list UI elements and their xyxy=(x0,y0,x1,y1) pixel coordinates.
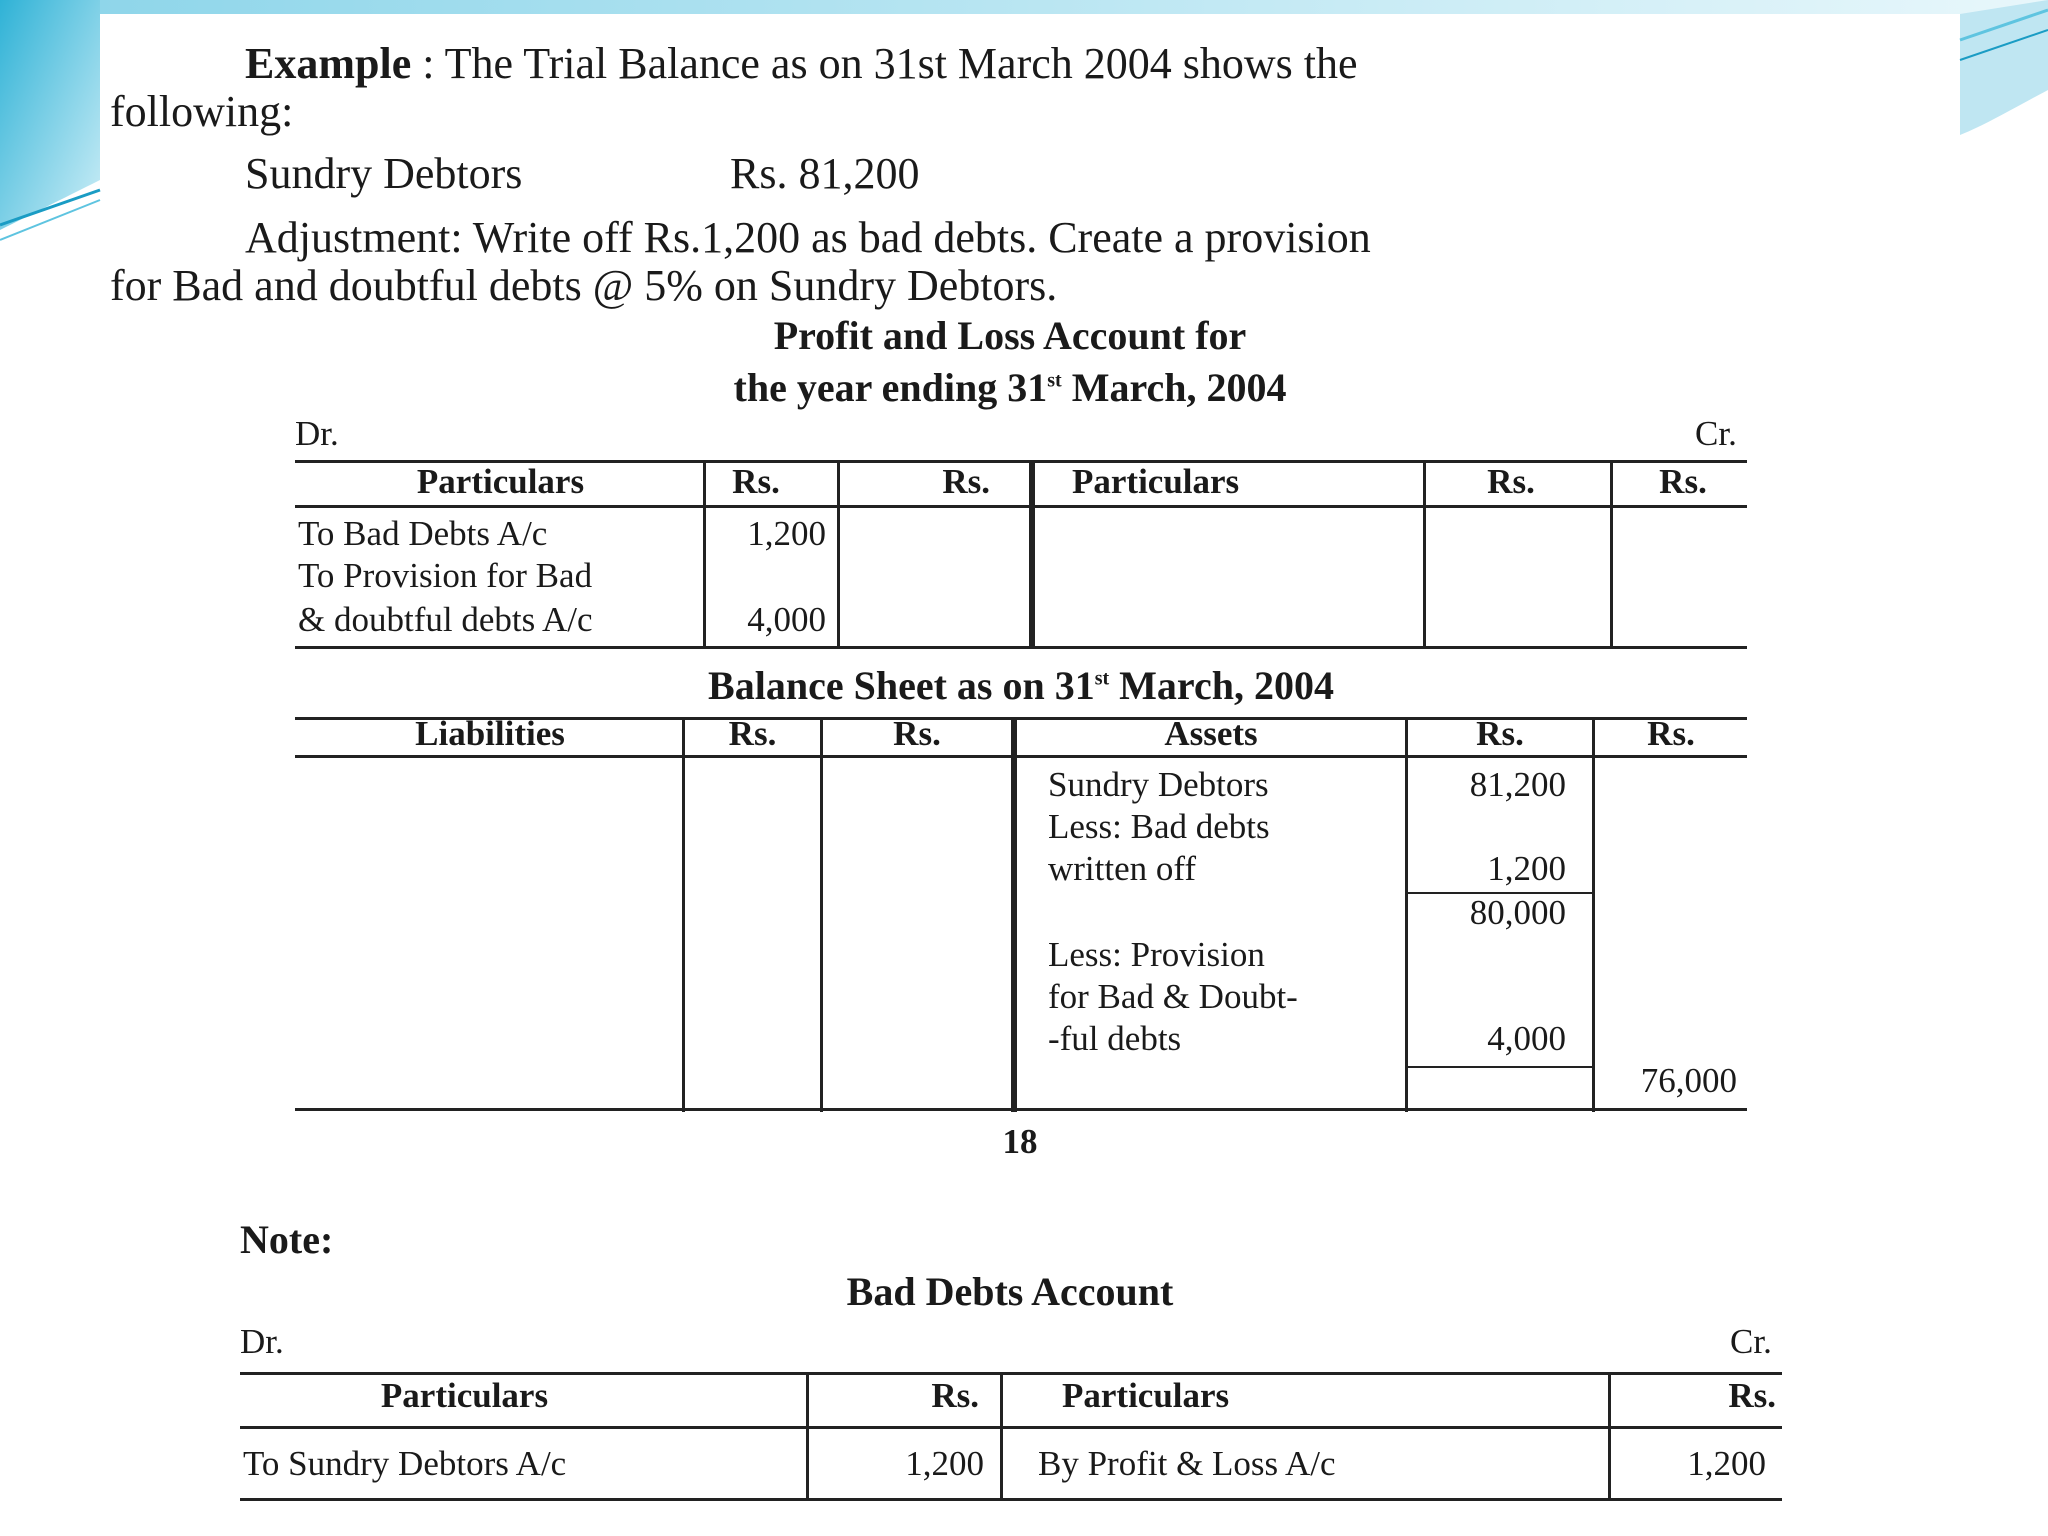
bd-header-rule xyxy=(240,1426,1782,1429)
bd-col-divider xyxy=(1000,1372,1003,1501)
pl-center-divider xyxy=(1029,460,1035,649)
bs-total-rule xyxy=(1405,1066,1592,1068)
pl-dr-label: Dr. xyxy=(295,414,339,453)
example-label: Example xyxy=(245,39,412,88)
bs-title xyxy=(295,662,1747,709)
bs-asset-text: Less: Provision xyxy=(1048,935,1265,974)
pl-title-line-2 xyxy=(500,364,1520,411)
bd-header-rs: Rs. xyxy=(1728,1376,1776,1415)
intro-line-1 xyxy=(245,38,1358,89)
bs-col-divider xyxy=(1592,717,1595,1112)
bd-top-rule xyxy=(240,1372,1782,1375)
bs-value-net: 76,000 xyxy=(1640,1061,1737,1100)
bad-debts-title: Bad Debts Account xyxy=(846,1269,1174,1314)
bs-asset-text: Sundry Debtors xyxy=(1048,765,1269,804)
bs-header-rs: Rs. xyxy=(1476,714,1524,753)
adjustment-line-2: for Bad and doubtful debts @ 5% on Sundry Debtors. xyxy=(110,261,1058,310)
bd-right-value: 1,200 xyxy=(1687,1444,1766,1483)
pl-header-particulars: Particulars xyxy=(1072,462,1240,501)
bs-header-liabilities: Liabilities xyxy=(415,714,565,753)
pl-header-rule xyxy=(295,505,1747,508)
adjustment-line-1: Adjustment: Write off Rs.1,200 as bad debts. Create a provision xyxy=(245,213,1371,262)
bs-center-divider xyxy=(1011,717,1017,1112)
pl-cr-label: Cr. xyxy=(1695,414,1737,453)
note-dr-label: Dr. xyxy=(240,1322,284,1361)
bs-value-subtotal: 80,000 xyxy=(1469,893,1566,932)
bs-asset-text: for Bad & Doubt- xyxy=(1048,977,1298,1016)
bs-col-divider xyxy=(820,717,823,1112)
bs-col-divider xyxy=(682,717,685,1112)
pl-bottom-rule xyxy=(295,646,1747,649)
bs-header-assets: Assets xyxy=(1164,714,1258,753)
pl-title-sup: st xyxy=(1047,369,1062,392)
top-band-shape xyxy=(100,0,2048,14)
pl-header-particulars: Particulars xyxy=(416,462,585,501)
pl-row-value: 1,200 xyxy=(747,514,826,553)
bs-title-pre: Balance Sheet as on 31 xyxy=(708,663,1095,708)
pl-row-text: & doubtful debts A/c xyxy=(298,600,593,639)
page-number: 18 xyxy=(1002,1122,1038,1161)
bs-header-rs: Rs. xyxy=(893,714,941,753)
note-cr-label: Cr. xyxy=(1730,1322,1772,1361)
bd-bottom-rule xyxy=(240,1498,1782,1501)
note-label: Note: xyxy=(240,1217,334,1262)
intro-line-2: following: xyxy=(110,87,294,136)
sundry-debtors-value: Rs. 81,200 xyxy=(730,149,920,198)
pl-title-pre: the year ending 31 xyxy=(733,365,1048,410)
bs-asset-text: Less: Bad debts xyxy=(1048,807,1270,846)
pl-row-text: To Bad Debts A/c xyxy=(298,514,548,553)
sundry-debtors-label: Sundry Debtors xyxy=(245,149,523,198)
bs-header-rs: Rs. xyxy=(1647,714,1695,753)
pl-title-post: March, 2004 xyxy=(1061,365,1287,410)
pl-header-rs: Rs. xyxy=(1659,462,1707,501)
pl-header-rs: Rs. xyxy=(732,462,780,501)
bd-left-value: 1,200 xyxy=(905,1444,984,1483)
bs-asset-text: written off xyxy=(1048,849,1197,888)
bs-value-provision: 4,000 xyxy=(1487,1019,1566,1058)
bd-right-text: By Profit & Loss A/c xyxy=(1038,1444,1336,1483)
bs-value-bad-debts: 1,200 xyxy=(1487,849,1566,888)
bs-title-sup: st xyxy=(1094,667,1110,690)
bs-asset-text: -ful debts xyxy=(1048,1019,1182,1058)
bs-bottom-rule xyxy=(295,1108,1747,1111)
right-wave-shape xyxy=(1960,0,2048,135)
bs-title-post: March, 2004 xyxy=(1109,663,1334,708)
bd-header-particulars: Particulars xyxy=(380,1376,549,1415)
pl-title-line-1: Profit and Loss Account for xyxy=(773,313,1247,358)
bs-header-rule xyxy=(295,755,1747,758)
bd-header-particulars: Particulars xyxy=(1062,1376,1230,1415)
pl-header-rs: Rs. xyxy=(1487,462,1535,501)
pl-header-rs: Rs. xyxy=(942,462,990,501)
bd-left-text: To Sundry Debtors A/c xyxy=(243,1444,567,1483)
bs-value-debtors: 81,200 xyxy=(1469,765,1566,804)
pl-row-value: 4,000 xyxy=(747,600,826,639)
bs-header-rs: Rs. xyxy=(728,714,777,753)
intro-line-1-text: : The Trial Balance as on 31st March 2004 shows the xyxy=(411,39,1358,88)
bd-header-rs: Rs. xyxy=(931,1376,979,1415)
pl-row-text: To Provision for Bad xyxy=(298,556,593,595)
